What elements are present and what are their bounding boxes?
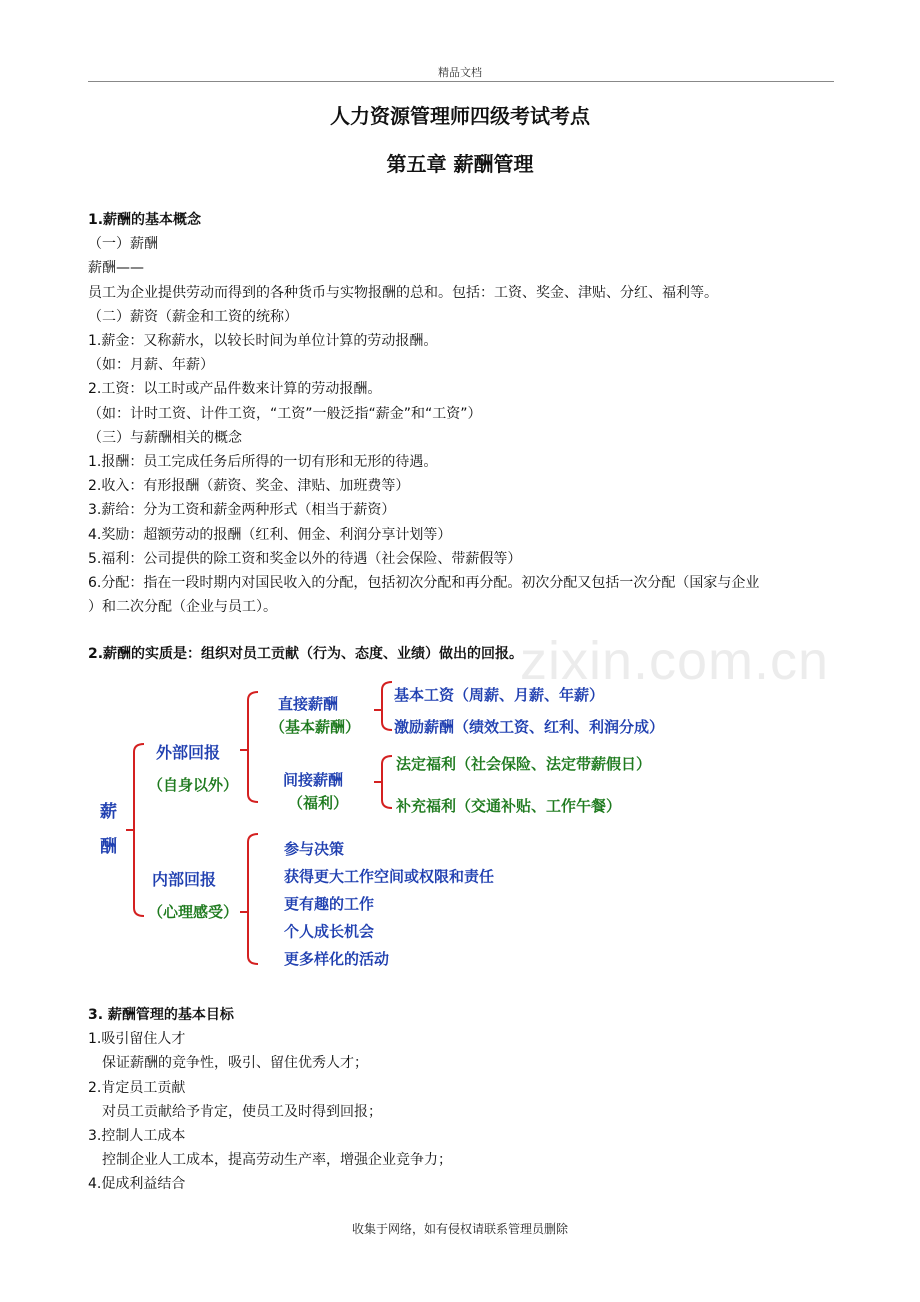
text-line: ）和二次分配（企业与员工）。 bbox=[88, 599, 277, 616]
direct-pay-label: 直接薪酬 bbox=[278, 695, 339, 713]
direct-pay-note: （基本薪酬） bbox=[270, 718, 361, 736]
page-header: 精品文档 bbox=[438, 66, 482, 79]
internal-bracket bbox=[240, 834, 258, 964]
internal-reward-item: 更有趣的工作 bbox=[284, 895, 375, 913]
text-line: 控制企业人工成本，提高劳动生产率，增强企业竞争力； bbox=[102, 1152, 452, 1169]
chapter-title: 第五章 薪酬管理 bbox=[386, 152, 534, 176]
page-footer: 收集于网络，如有侵权请联系管理员删除 bbox=[351, 1222, 568, 1236]
text-line: 对员工贡献给予肯定，使员工及时得到回报； bbox=[102, 1103, 382, 1120]
indirect-bracket bbox=[374, 756, 392, 808]
internal-reward-note: （心理感受） bbox=[148, 903, 239, 921]
text-line: 1.薪酬的基本概念 bbox=[88, 212, 202, 228]
diagram-root-label: 酬 bbox=[100, 837, 117, 857]
internal-reward-item: 参与决策 bbox=[284, 840, 345, 858]
external-bracket bbox=[240, 692, 258, 802]
text-line: 3.薪给：分为工资和薪金两种形式（相当于薪资） bbox=[88, 502, 396, 519]
text-line: 5.福利：公司提供的除工资和奖金以外的待遇（社会保险、带薪假等） bbox=[88, 550, 522, 567]
internal-reward-label: 内部回报 bbox=[152, 870, 217, 889]
text-line: 2.工资：以工时或产品件数来计算的劳动报酬。 bbox=[88, 381, 382, 398]
header-rule bbox=[88, 81, 834, 82]
text-line: 薪酬—— bbox=[88, 260, 144, 277]
document-title: 人力资源管理师四级考试考点 bbox=[330, 104, 590, 128]
text-line: 1.报酬：员工完成任务后所得的一切有形和无形的待遇。 bbox=[88, 454, 438, 470]
internal-reward-item: 更多样化的活动 bbox=[284, 950, 390, 968]
indirect-pay-note: （福利） bbox=[288, 794, 349, 812]
text-line: （如：月薪、年薪） bbox=[88, 357, 214, 374]
text-line: 4.促成利益结合 bbox=[88, 1176, 186, 1193]
salary-structure-diagram bbox=[88, 672, 728, 972]
text-line: 6.分配：指在一段时期内对国民收入的分配，包括初次分配和再分配。初次分配又包括一次分配（国家与企业 bbox=[88, 575, 760, 591]
text-line: 1.吸引留住人才 bbox=[88, 1031, 186, 1048]
text-line: 2.收入：有形报酬（薪资、奖金、津贴、加班费等） bbox=[88, 478, 410, 495]
text-line: 4.奖励：超额劳动的报酬（红利、佣金、利润分享计划等） bbox=[88, 526, 452, 543]
text-line: 3.控制人工成本 bbox=[88, 1128, 186, 1144]
text-line: （一）薪酬 bbox=[88, 236, 158, 253]
direct-pay-item: 激励薪酬（绩效工资、红利、利润分成） bbox=[394, 718, 665, 736]
direct-bracket bbox=[374, 682, 392, 730]
indirect-pay-item: 补充福利（交通补贴、工作午餐） bbox=[396, 797, 622, 815]
internal-reward-item: 获得更大工作空间或权限和责任 bbox=[284, 867, 495, 886]
text-line: 保证薪酬的竞争性，吸引、留住优秀人才； bbox=[102, 1055, 368, 1072]
text-line: （二）薪资（薪金和工资的统称） bbox=[88, 308, 298, 325]
text-line: 2.肯定员工贡献 bbox=[88, 1079, 186, 1096]
direct-pay-item: 基本工资（周薪、月薪、年薪） bbox=[394, 686, 605, 704]
text-line: （如：计时工资、计件工资，“工资”一般泛指“薪金”和“工资”） bbox=[88, 405, 482, 422]
external-reward-label: 外部回报 bbox=[156, 743, 221, 762]
diagram-root-label: 薪 bbox=[100, 802, 117, 822]
text-line: （三）与薪酬相关的概念 bbox=[88, 429, 242, 446]
external-reward-note: （自身以外） bbox=[148, 776, 239, 794]
indirect-pay-item: 法定福利（社会保险、法定带薪假日） bbox=[396, 755, 652, 773]
root-bracket bbox=[126, 744, 144, 916]
indirect-pay-label: 间接薪酬 bbox=[283, 771, 344, 789]
watermark: zixin.com.cn bbox=[520, 631, 830, 691]
text-line: 1.薪金：又称薪水，以较长时间为单位计算的劳动报酬。 bbox=[88, 333, 438, 349]
text-line: 员工为企业提供劳动而得到的各种货币与实物报酬的总和。包括：工资、奖金、津贴、分红、福利等。 bbox=[88, 284, 718, 301]
internal-reward-item: 个人成长机会 bbox=[284, 922, 375, 941]
text-line: 3. 薪酬管理的基本目标 bbox=[88, 1007, 234, 1023]
section-2-heading: 2.薪酬的实质是：组织对员工贡献（行为、态度、业绩）做出的回报。 bbox=[88, 646, 524, 662]
